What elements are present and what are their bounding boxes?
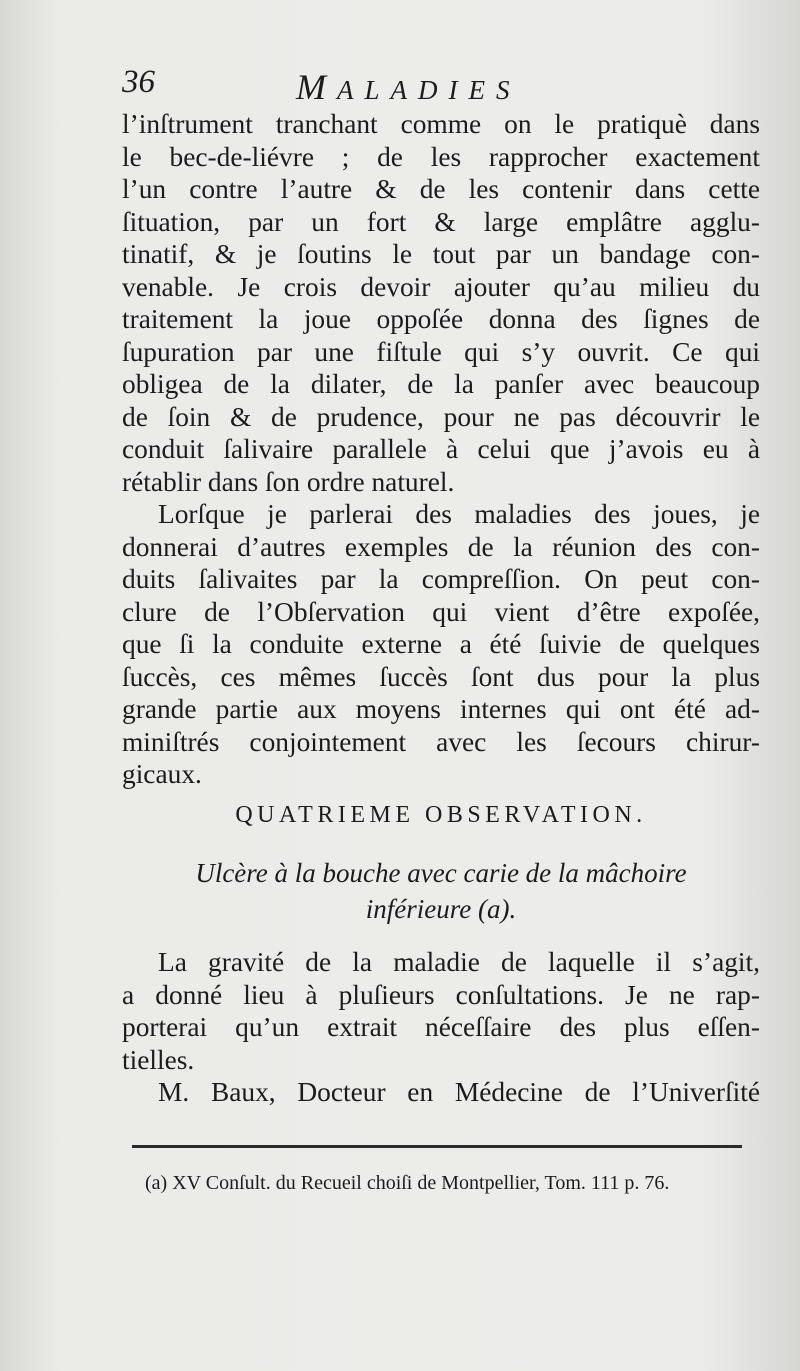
text-line: duits ſalivaites par la compreſſion. On peut con-: [122, 564, 760, 594]
footnote-rule: [132, 1145, 742, 1148]
paragraph-4: [122, 1076, 760, 1109]
text-line: ſuccès, ces mêmes ſuccès ſont dus pour la plus: [122, 661, 760, 692]
text-line: l’un contre l’autre & de les contenir dans cette: [122, 174, 760, 204]
text-line: Lorſque je parlerai des maladies des joues, je: [158, 499, 760, 529]
text-line: ſupuration par une fiſtule qui s’y ouvrit. Ce qui: [122, 336, 760, 367]
observation-heading: QUATRIEME OBSERVATION.: [235, 802, 647, 828]
text-line: La gravité de la maladie de laquelle il s’agit,: [158, 947, 760, 977]
text-line: rétablir dans ſon ordre naturel.: [122, 466, 455, 497]
running-title-initial: M: [296, 67, 337, 107]
text-line: traitement la joue oppoſée donna des ſignes de: [122, 304, 760, 334]
text-line: grande partie aux moyens internes qui ont été ad-: [122, 694, 760, 724]
text-line: obligea de la dilater, de la panſer avec beaucoup: [122, 369, 760, 399]
subtitle-line: Ulcère à la bouche avec carie de la mâchoire: [195, 858, 687, 888]
text-line: de ſoin & de prudence, pour ne pas découvrir le: [122, 401, 760, 432]
running-title-rest: ALADIES: [337, 75, 521, 105]
text-line: ſituation, par un fort & large emplâtre agglu-: [122, 206, 760, 237]
text-line: conduit ſalivaire parallele à celui que j’avois eu à: [122, 434, 760, 464]
footnote: (a) XV Conſult. du Recueil choiſi de Montpellier, Tom. 111 p. 76.: [145, 1172, 670, 1194]
observation-subtitle: [122, 855, 760, 927]
text-line: le bec-de-liévre ; de les rapprocher exactement: [122, 141, 760, 172]
main-text: [122, 108, 760, 791]
paragraph-1: [122, 108, 760, 498]
text-line: que ſi la conduite externe a été ſuivie de quelques: [122, 629, 760, 659]
text-line: M. Baux, Docteur en Médecine de l’Univerſité: [158, 1077, 760, 1107]
page-header: [122, 64, 762, 108]
paragraph-2: [122, 498, 760, 791]
text-line: venable. Je crois devoir ajouter qu’au milieu du: [122, 271, 760, 302]
text-line: porterai qu’un extrait néceſſaire des plus eſſen-: [122, 1012, 760, 1042]
text-line: donnerai d’autres exemples de la réunion des con-: [122, 531, 760, 562]
text-line: clure de l’Obſervation qui vient d’être expoſée,: [122, 596, 760, 627]
observation-text: [122, 946, 760, 1109]
paragraph-3: [122, 946, 760, 1076]
text-line: l’inſtrument tranchant comme on le pratiquè dans: [122, 109, 760, 139]
subtitle-line: inférieure (a).: [365, 894, 517, 924]
text-line: gicaux.: [122, 759, 202, 789]
running-title: [296, 66, 520, 108]
text-line: a donné lieu à pluſieurs conſultations. Je ne rap-: [122, 979, 760, 1010]
text-line: miniſtrés conjointement avec les ſecours chirur-: [122, 726, 760, 757]
page-number: 36: [122, 64, 155, 100]
text-line: tielles.: [122, 1044, 195, 1075]
text-line: tinatif, & je ſoutins le tout par un bandage con-: [122, 239, 760, 269]
